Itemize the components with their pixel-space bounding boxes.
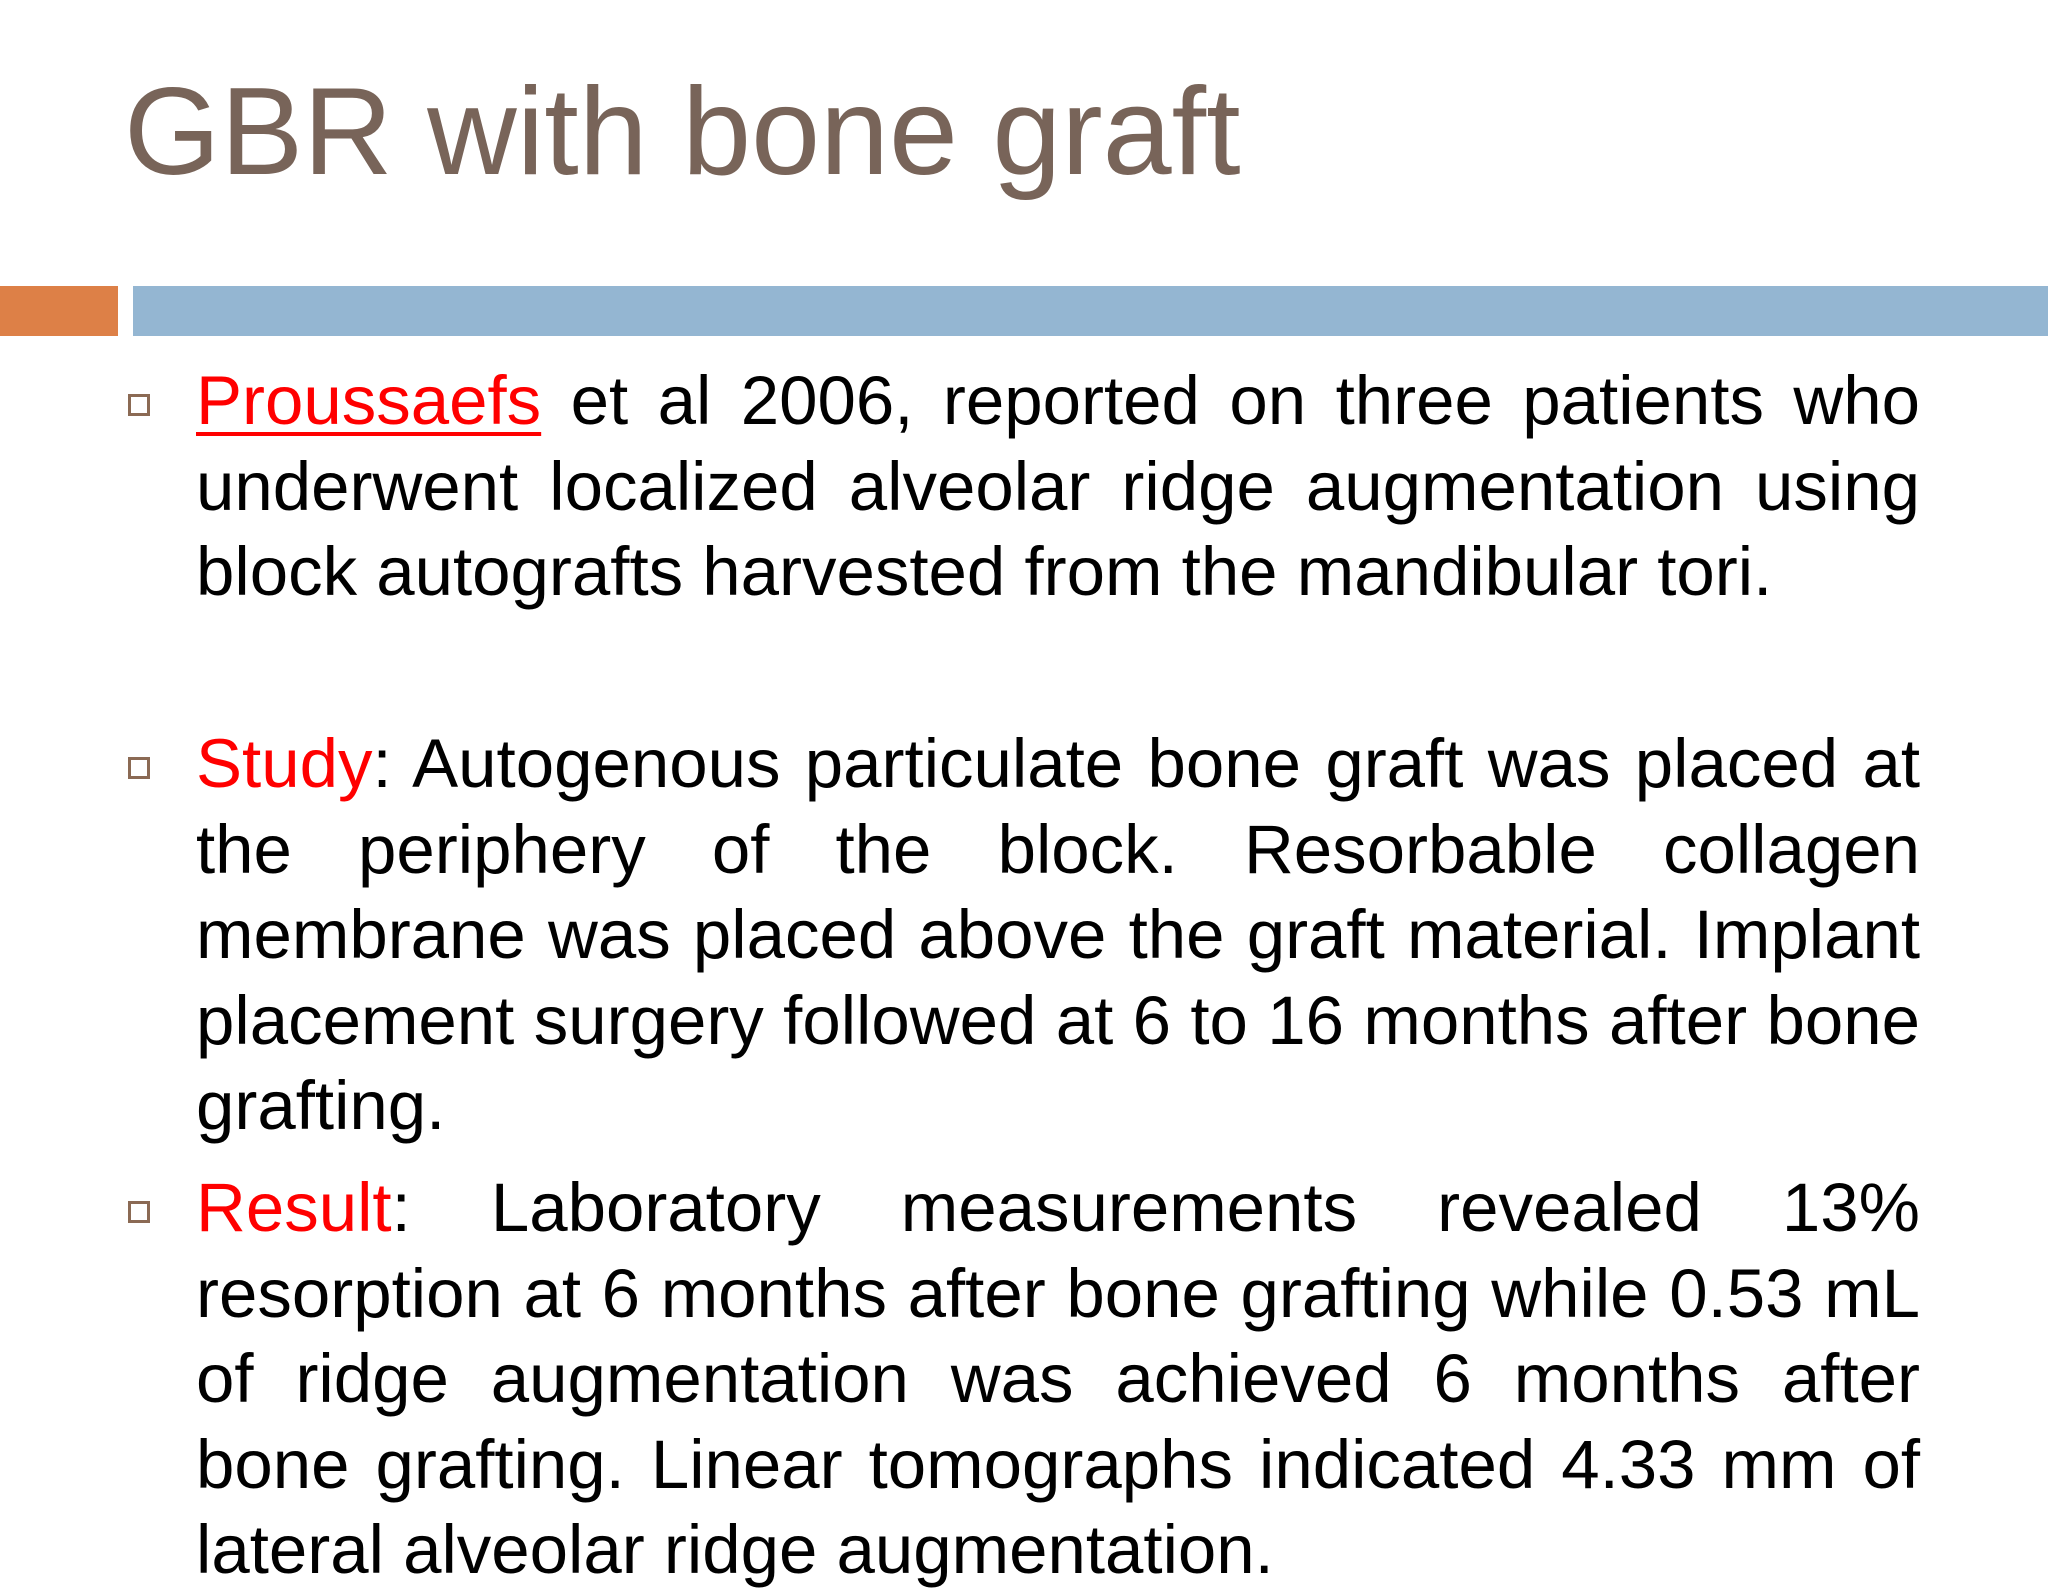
square-bullet-icon: [128, 1201, 150, 1223]
bullet-text: [196, 1165, 1920, 1593]
bullet-text: [196, 358, 1920, 615]
slide-title: GBR with bone graft: [124, 63, 1241, 201]
bullet-body: Laboratory measurements revealed 13% resorption at 6 months after bone grafting while 0.53 mL of ridge augmentation was achieved 6 months after bone grafting. Linear tomographs indicated 4.33 mm of lateral alveolar ridge augmentation.: [196, 1169, 1920, 1588]
citation-link[interactable]: Proussaefs: [196, 362, 542, 439]
accent-bar-orange: [0, 286, 118, 336]
accent-bar-blue: [133, 286, 2048, 336]
bullet-text: [196, 721, 1920, 1149]
bullet-separator: :: [391, 1169, 411, 1246]
bullet-body: et al 2006, reported on three patients who underwent localized alveolar ridge augmentation using block autografts harvested from the mandibular tori.: [196, 362, 1920, 610]
square-bullet-icon: [128, 394, 150, 416]
bullet-body: Autogenous particulate bone graft was placed at the periphery of the block. Resorbable collagen membrane was placed above the graft material. Implant placement surgery followed at 6 to 16 months after bone grafting.: [196, 725, 1920, 1144]
bullet-separator: :: [372, 725, 392, 802]
bullet-lead: Study: [196, 725, 373, 802]
bullet-lead: Result: [196, 1169, 392, 1246]
square-bullet-icon: [128, 757, 150, 779]
